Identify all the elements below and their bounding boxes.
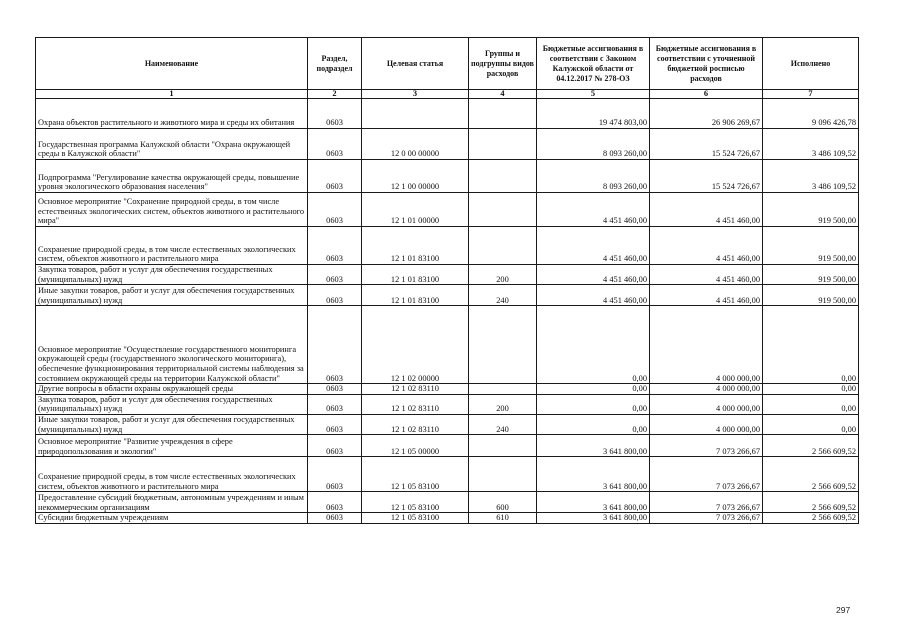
row-executed-amount: 919 500,00 xyxy=(763,193,859,227)
row-name: Подпрограмма "Регулирование качества окружающей среды, повышение уровня экологического образования населения" xyxy=(36,160,308,193)
row-section: 0603 xyxy=(308,435,362,457)
row-executed-amount: 2 566 609,52 xyxy=(763,513,859,524)
table-row xyxy=(36,394,859,414)
row-target-article: 12 1 05 83100 xyxy=(362,457,469,492)
row-name: Закупка товаров, работ и услуг для обеспечения государственных (муниципальных) нужд xyxy=(36,394,308,414)
row-executed-amount: 0,00 xyxy=(763,394,859,414)
row-section: 0603 xyxy=(308,129,362,160)
row-law-amount: 8 093 260,00 xyxy=(537,129,650,160)
row-name: Субсидии бюджетным учреждениям xyxy=(36,513,308,524)
row-law-amount: 3 641 800,00 xyxy=(537,513,650,524)
table-row xyxy=(36,457,859,492)
column-number: 6 xyxy=(650,90,763,99)
row-section: 0603 xyxy=(308,265,362,285)
row-law-amount: 8 093 260,00 xyxy=(537,160,650,193)
row-law-amount: 0,00 xyxy=(537,384,650,395)
header-law-appropriations: Бюджетные ассигнования в соответствии с Законом Калужской области от 04.12.2017 № 278-ОЗ xyxy=(537,38,650,90)
row-law-amount: 4 451 460,00 xyxy=(537,265,650,285)
row-refined-amount: 15 524 726,67 xyxy=(650,129,763,160)
row-target-article: 12 1 02 00000 xyxy=(362,306,469,384)
row-name: Основное мероприятие "Сохранение природной среды, в том числе естественных экологических систем, объектов животного и растительного мира" xyxy=(36,193,308,227)
row-executed-amount: 9 096 426,78 xyxy=(763,99,859,129)
table-row xyxy=(36,306,859,384)
row-target-article: 12 1 05 83100 xyxy=(362,492,469,513)
row-refined-amount: 26 906 269,67 xyxy=(650,99,763,129)
row-refined-amount: 4 451 460,00 xyxy=(650,227,763,265)
header-section: Раздел, подраздел xyxy=(308,38,362,90)
row-refined-amount: 15 524 726,67 xyxy=(650,160,763,193)
row-executed-amount: 919 500,00 xyxy=(763,285,859,306)
row-section: 0603 xyxy=(308,513,362,524)
header-row xyxy=(36,38,859,90)
row-expense-group xyxy=(469,435,537,457)
row-refined-amount: 4 451 460,00 xyxy=(650,265,763,285)
row-refined-amount: 4 000 000,00 xyxy=(650,394,763,414)
row-section: 0603 xyxy=(308,384,362,395)
row-section: 0603 xyxy=(308,492,362,513)
column-number: 5 xyxy=(537,90,650,99)
row-target-article: 12 1 01 83100 xyxy=(362,227,469,265)
row-target-article: 12 1 00 00000 xyxy=(362,160,469,193)
row-target-article: 12 1 02 83110 xyxy=(362,394,469,414)
row-name: Охрана объектов растительного и животного мира и среды их обитания xyxy=(36,99,308,129)
row-expense-group: 240 xyxy=(469,285,537,306)
row-refined-amount: 7 073 266,67 xyxy=(650,513,763,524)
row-name: Сохранение природной среды, в том числе естественных экологических систем, объектов животного и растительного мира xyxy=(36,227,308,265)
row-target-article: 12 1 05 00000 xyxy=(362,435,469,457)
row-executed-amount: 0,00 xyxy=(763,414,859,434)
page-number: 297 xyxy=(836,605,851,615)
row-law-amount: 0,00 xyxy=(537,394,650,414)
row-law-amount: 0,00 xyxy=(537,414,650,434)
row-expense-group xyxy=(469,160,537,193)
row-refined-amount: 4 000 000,00 xyxy=(650,306,763,384)
column-number: 1 xyxy=(36,90,308,99)
row-target-article: 12 1 02 83110 xyxy=(362,414,469,434)
row-executed-amount: 0,00 xyxy=(763,306,859,384)
row-refined-amount: 7 073 266,67 xyxy=(650,457,763,492)
row-name: Другие вопросы в области охраны окружающей среды xyxy=(36,384,308,395)
table-row xyxy=(36,513,859,524)
table-row xyxy=(36,227,859,265)
row-law-amount: 4 451 460,00 xyxy=(537,227,650,265)
row-law-amount: 19 474 803,00 xyxy=(537,99,650,129)
row-law-amount: 4 451 460,00 xyxy=(537,193,650,227)
table-row xyxy=(36,414,859,434)
row-target-article: 12 1 01 83100 xyxy=(362,265,469,285)
row-name: Основное мероприятие "Осуществление государственного мониторинга окружающей среды (государственного экологического мониторинга), обеспечение функционирования территориальной системы наблюдения за состоянием окружающей среды на территории Калужской области" xyxy=(36,306,308,384)
row-executed-amount: 2 566 609,52 xyxy=(763,457,859,492)
budget-table xyxy=(35,37,859,524)
header-name: Наименование xyxy=(36,38,308,90)
table-row xyxy=(36,193,859,227)
row-executed-amount: 2 566 609,52 xyxy=(763,492,859,513)
row-refined-amount: 4 000 000,00 xyxy=(650,414,763,434)
row-expense-group: 240 xyxy=(469,414,537,434)
row-executed-amount: 3 486 109,52 xyxy=(763,129,859,160)
row-target-article: 12 1 01 00000 xyxy=(362,193,469,227)
column-number: 7 xyxy=(763,90,859,99)
row-law-amount: 3 641 800,00 xyxy=(537,492,650,513)
row-expense-group xyxy=(469,457,537,492)
table-row xyxy=(36,492,859,513)
column-number: 2 xyxy=(308,90,362,99)
row-target-article xyxy=(362,99,469,129)
column-number: 4 xyxy=(469,90,537,99)
row-expense-group: 200 xyxy=(469,394,537,414)
row-target-article: 12 1 01 83100 xyxy=(362,285,469,306)
table-row xyxy=(36,99,859,129)
row-law-amount: 3 641 800,00 xyxy=(537,435,650,457)
row-target-article: 12 0 00 00000 xyxy=(362,129,469,160)
row-expense-group: 200 xyxy=(469,265,537,285)
row-executed-amount: 919 500,00 xyxy=(763,265,859,285)
row-refined-amount: 4 000 000,00 xyxy=(650,384,763,395)
table-row xyxy=(36,384,859,395)
row-name: Иные закупки товаров, работ и услуг для обеспечения государственных (муниципальных) нужд xyxy=(36,414,308,434)
row-law-amount: 4 451 460,00 xyxy=(537,285,650,306)
row-section: 0603 xyxy=(308,227,362,265)
column-number: 3 xyxy=(362,90,469,99)
row-section: 0603 xyxy=(308,457,362,492)
header-refined-appropriations: Бюджетные ассигнования в соответствии с уточненной бюджетной росписью расходов xyxy=(650,38,763,90)
row-name: Сохранение природной среды, в том числе естественных экологических систем, объектов животного и растительного мира xyxy=(36,457,308,492)
row-expense-group: 600 xyxy=(469,492,537,513)
row-expense-group xyxy=(469,227,537,265)
row-refined-amount: 7 073 266,67 xyxy=(650,492,763,513)
row-section: 0603 xyxy=(308,99,362,129)
table-row xyxy=(36,160,859,193)
row-target-article: 12 1 05 83100 xyxy=(362,513,469,524)
table-row xyxy=(36,265,859,285)
table-row xyxy=(36,285,859,306)
row-expense-group xyxy=(469,193,537,227)
row-section: 0603 xyxy=(308,193,362,227)
row-section: 0603 xyxy=(308,160,362,193)
row-executed-amount: 919 500,00 xyxy=(763,227,859,265)
row-law-amount: 0,00 xyxy=(537,306,650,384)
row-section: 0603 xyxy=(308,394,362,414)
row-executed-amount: 0,00 xyxy=(763,384,859,395)
row-section: 0603 xyxy=(308,414,362,434)
row-expense-group xyxy=(469,384,537,395)
row-expense-group xyxy=(469,99,537,129)
row-target-article: 12 1 02 83110 xyxy=(362,384,469,395)
row-section: 0603 xyxy=(308,285,362,306)
header-executed: Исполнено xyxy=(763,38,859,90)
row-name: Закупка товаров, работ и услуг для обеспечения государственных (муниципальных) нужд xyxy=(36,265,308,285)
row-section: 0603 xyxy=(308,306,362,384)
row-refined-amount: 4 451 460,00 xyxy=(650,285,763,306)
row-refined-amount: 4 451 460,00 xyxy=(650,193,763,227)
column-number-row xyxy=(36,90,859,99)
header-target-article: Целевая статья xyxy=(362,38,469,90)
table-row xyxy=(36,129,859,160)
row-executed-amount: 2 566 609,52 xyxy=(763,435,859,457)
row-name: Иные закупки товаров, работ и услуг для обеспечения государственных (муниципальных) нужд xyxy=(36,285,308,306)
row-refined-amount: 7 073 266,67 xyxy=(650,435,763,457)
header-expense-group: Группы и подгруппы видов расходов xyxy=(469,38,537,90)
row-law-amount: 3 641 800,00 xyxy=(537,457,650,492)
row-name: Государственная программа Калужской области "Охрана окружающей среды в Калужской области" xyxy=(36,129,308,160)
table-row xyxy=(36,435,859,457)
row-expense-group: 610 xyxy=(469,513,537,524)
row-expense-group xyxy=(469,306,537,384)
row-expense-group xyxy=(469,129,537,160)
row-executed-amount: 3 486 109,52 xyxy=(763,160,859,193)
row-name: Основное мероприятие "Развитие учреждения в сфере природопользования и экологии" xyxy=(36,435,308,457)
row-name: Предоставление субсидий бюджетным, автономным учреждениям и иным некоммерческим организациям xyxy=(36,492,308,513)
